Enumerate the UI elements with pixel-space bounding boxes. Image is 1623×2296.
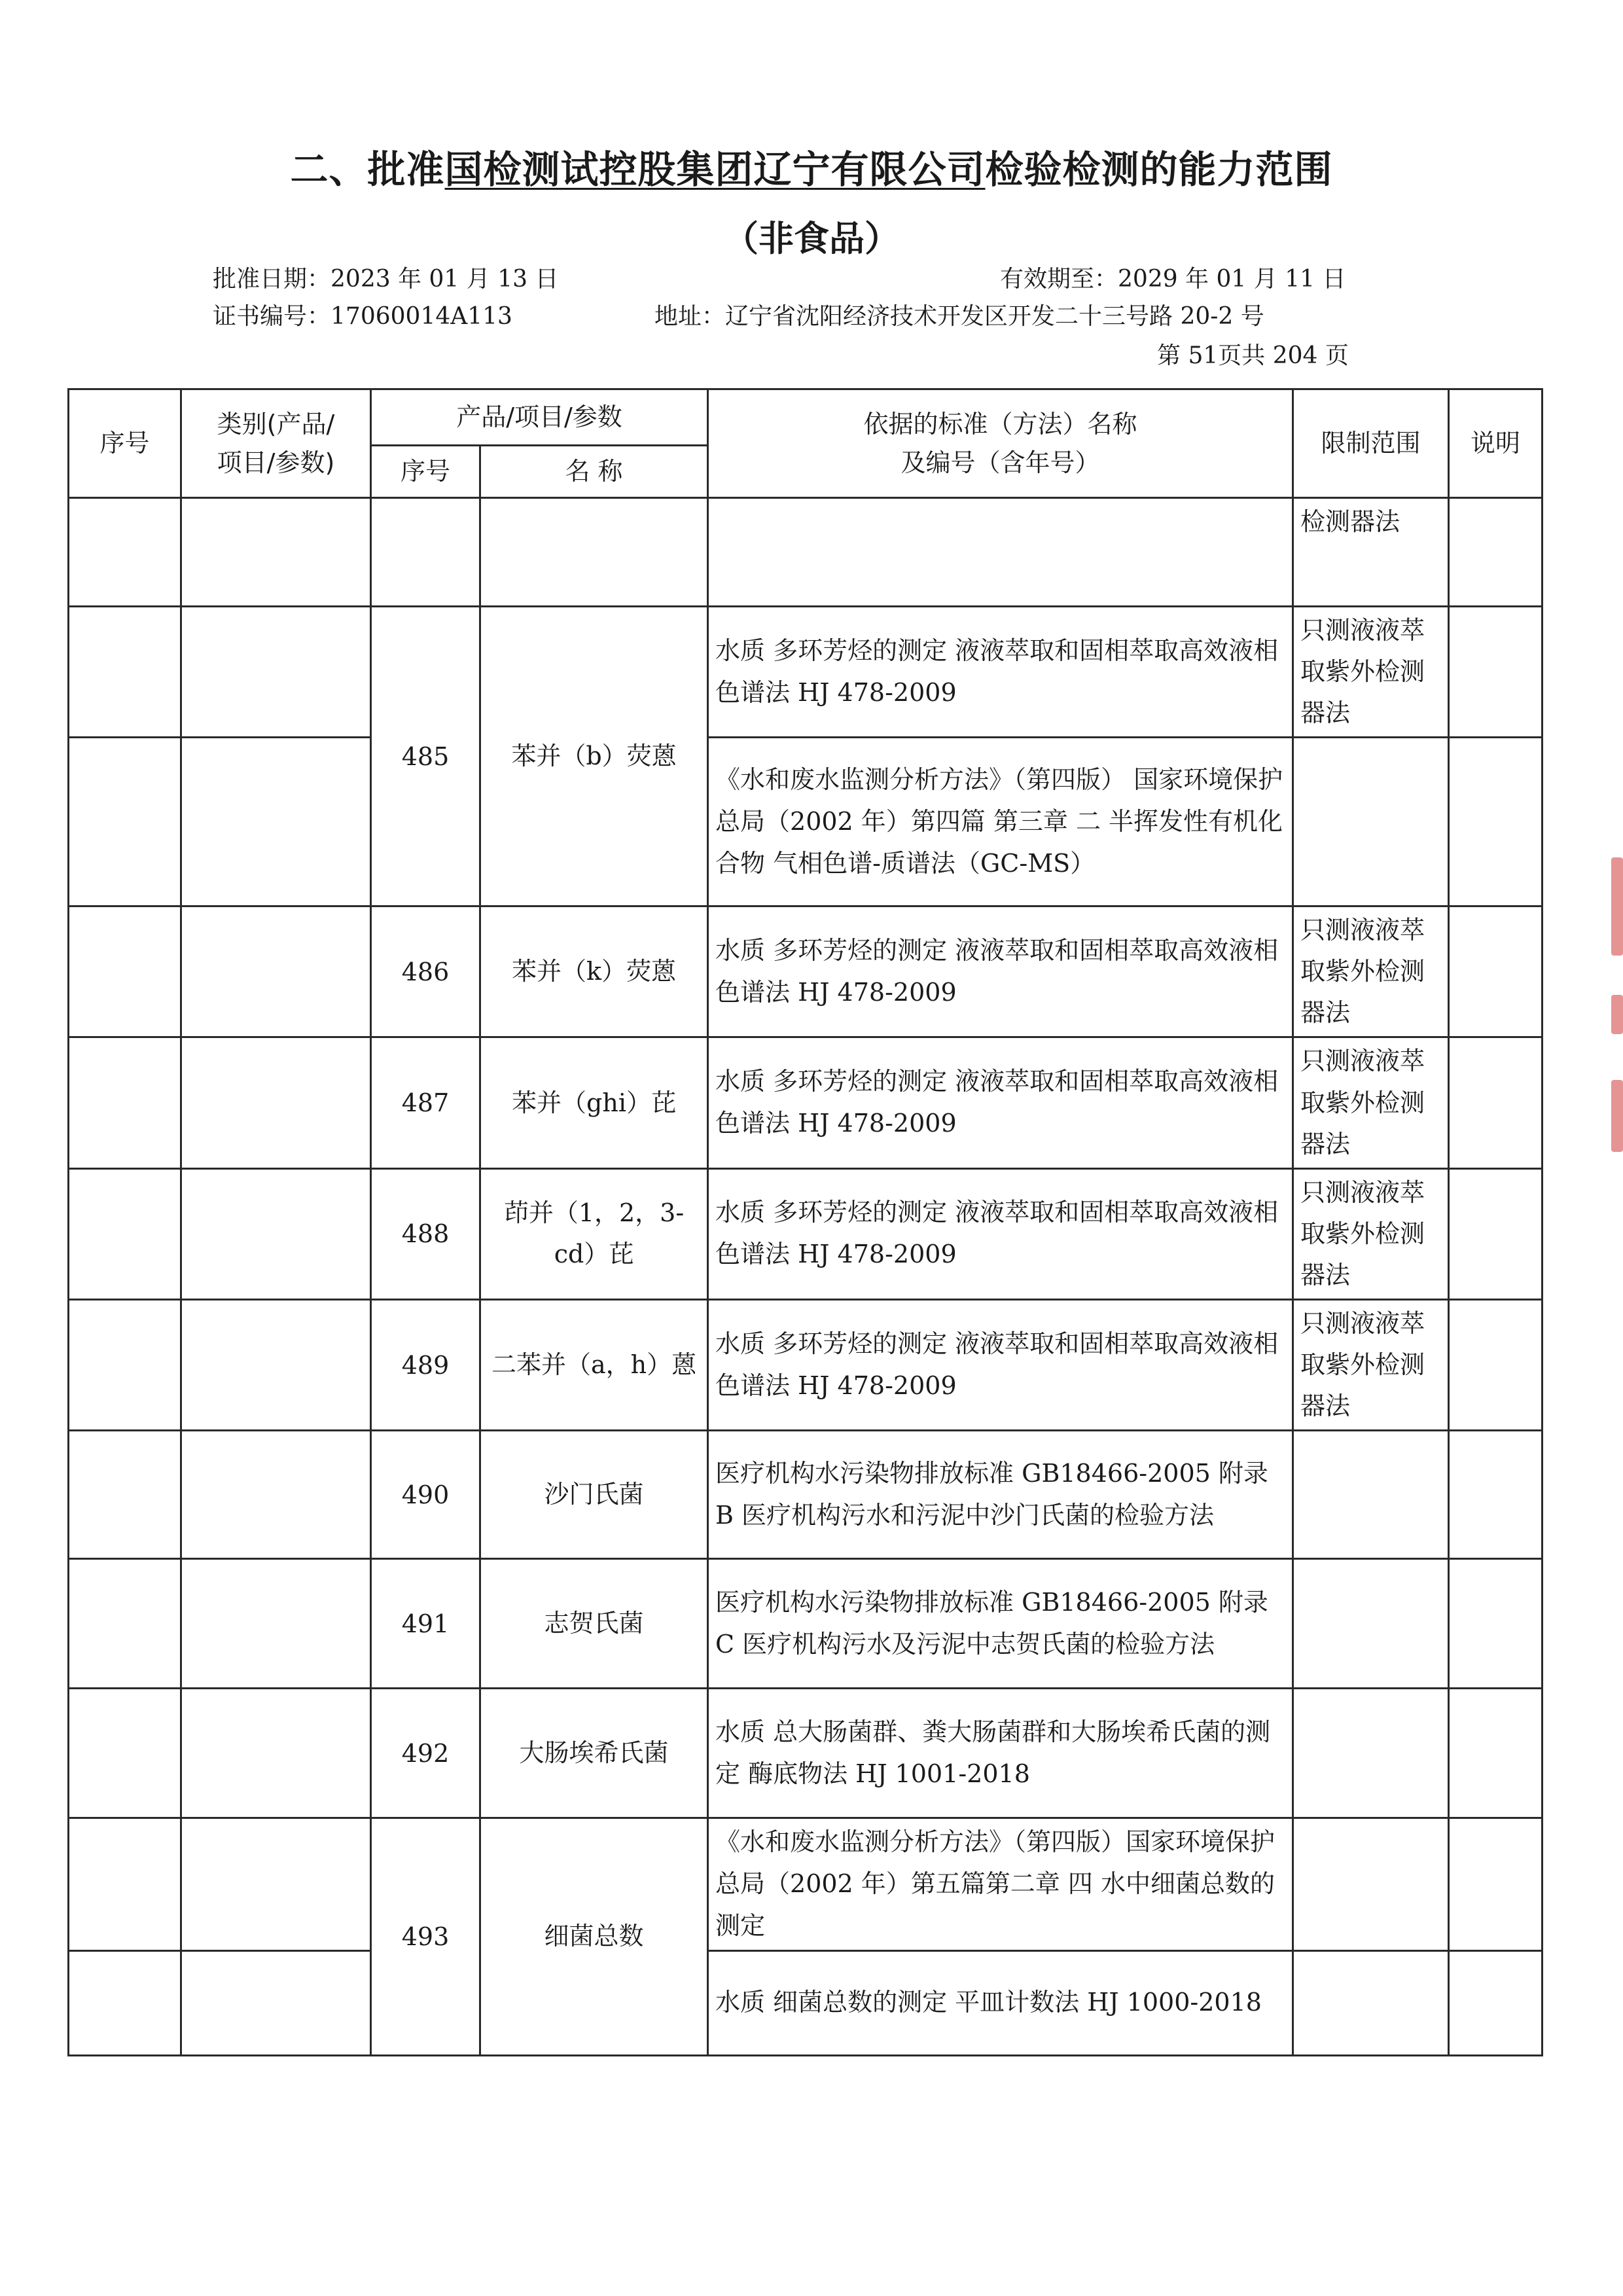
cell-standard: 水质 多环芳烃的测定 液液萃取和固相萃取高效液相色谱法 HJ 478-2009 (708, 906, 1293, 1037)
seal-edge-mark (1611, 995, 1623, 1034)
cell-standard: 水质 多环芳烃的测定 液液萃取和固相萃取高效液相色谱法 HJ 478-2009 (708, 607, 1293, 738)
address-label: 地址： (654, 303, 726, 330)
cell-limit: 只测液液萃取紫外检测器法 (1293, 607, 1449, 738)
cell-category (181, 1431, 371, 1559)
cell-standard (708, 498, 1293, 607)
validity-date-value: 2029 年 01 月 11 日 (1118, 266, 1346, 293)
header-category-line2: 项目/参数) (217, 448, 335, 477)
cell-seq (69, 1299, 181, 1430)
cell-note (1449, 1559, 1543, 1689)
cell-limit (1293, 1818, 1449, 1950)
seal-edge-mark (1611, 1080, 1623, 1152)
cell-name: 苯并（b）荧蒽 (480, 607, 708, 906)
header-sub-name: 名 称 (480, 446, 708, 498)
cell-no: 489 (371, 1299, 480, 1430)
table-row (69, 1037, 1543, 1168)
validity-date-label: 有效期至： (1000, 266, 1118, 293)
cell-limit (1293, 1559, 1449, 1689)
cell-note (1449, 1818, 1543, 1950)
cell-no: 491 (371, 1559, 480, 1689)
cell-seq (69, 1431, 181, 1559)
capability-table (67, 388, 1543, 2056)
cell-name: 茚并（1，2，3-cd）芘 (480, 1168, 708, 1299)
cell-no (371, 498, 480, 607)
header-seq: 序号 (69, 389, 181, 498)
cell-standard: 医疗机构水污染物排放标准 GB18466-2005 附录 C 医疗机构污水及污泥中志贺氏菌的检验方法 (708, 1559, 1293, 1689)
cell-standard: 《水和废水监测分析方法》（第四版）国家环境保护总局（2002 年）第五篇第二章 四 水中细菌总数的测定 (708, 1818, 1293, 1950)
cell-limit (1293, 1950, 1449, 2055)
address (654, 298, 1264, 331)
cell-category (181, 1818, 371, 1950)
table-row (69, 738, 1543, 906)
cell-no: 485 (371, 607, 480, 906)
cell-standard: 水质 多环芳烃的测定 液液萃取和固相萃取高效液相色谱法 HJ 478-2009 (708, 1168, 1293, 1299)
cell-limit: 只测液液萃取紫外检测器法 (1293, 1168, 1449, 1299)
table-row (69, 1689, 1543, 1818)
cell-seq (69, 498, 181, 607)
table-row (69, 498, 1543, 607)
cell-seq (69, 1559, 181, 1689)
cell-seq (69, 607, 181, 738)
cell-category (181, 1168, 371, 1299)
cell-note (1449, 1950, 1543, 2055)
page-subtitle: （非食品） (723, 218, 900, 259)
table-row (69, 1559, 1543, 1689)
cell-category (181, 906, 371, 1037)
cell-standard: 水质 总大肠菌群、粪大肠菌群和大肠埃希氏菌的测定 酶底物法 HJ 1001-2018 (708, 1689, 1293, 1818)
table-row (69, 1818, 1543, 1950)
cell-seq (69, 1818, 181, 1950)
cell-category (181, 498, 371, 607)
title-organization: 国检测试控股集团辽宁有限公司 (444, 147, 986, 192)
approval-date-value: 2023 年 01 月 13 日 (330, 266, 559, 293)
address-value: 辽宁省沈阳经济技术开发区开发二十三号路 20-2 号 (725, 303, 1264, 330)
cell-name: 苯并（k）荧蒽 (480, 906, 708, 1037)
cell-category (181, 1299, 371, 1430)
cell-no: 490 (371, 1431, 480, 1559)
cell-note (1449, 1299, 1543, 1430)
table-row (69, 607, 1543, 738)
cell-name: 志贺氏菌 (480, 1559, 708, 1689)
header-category-line1: 类别(产品/ (217, 409, 335, 439)
cell-no: 492 (371, 1689, 480, 1818)
cell-note (1449, 906, 1543, 1037)
title-prefix: 二、批准 (290, 147, 445, 192)
cell-note (1449, 738, 1543, 906)
title-suffix: 检验检测的能力范围 (985, 147, 1333, 192)
approval-date-label: 批准日期： (213, 266, 331, 293)
header-standard-line2: 及编号（含年号） (901, 448, 1100, 477)
cell-standard: 医疗机构水污染物排放标准 GB18466-2005 附录 B 医疗机构污水和污泥中沙门氏菌的检验方法 (708, 1431, 1293, 1559)
cell-name: 二苯并（a，h）蒽 (480, 1299, 708, 1430)
header-standard-line1: 依据的标准（方法）名称 (863, 409, 1137, 439)
cell-name: 细菌总数 (480, 1818, 708, 2055)
cell-no: 488 (371, 1168, 480, 1299)
cell-seq (69, 1950, 181, 2055)
certificate-number (213, 298, 512, 331)
cell-seq (69, 1689, 181, 1818)
page-title (0, 139, 1623, 194)
cell-note (1449, 1037, 1543, 1168)
header-product-group: 产品/项目/参数 (371, 389, 708, 446)
cell-note (1449, 1689, 1543, 1818)
cell-standard: 水质 多环芳烃的测定 液液萃取和固相萃取高效液相色谱法 HJ 478-2009 (708, 1299, 1293, 1430)
cell-seq (69, 906, 181, 1037)
cell-name: 大肠埃希氏菌 (480, 1689, 708, 1818)
header-sub-seq: 序号 (371, 446, 480, 498)
table-row (69, 1299, 1543, 1430)
cell-seq (69, 738, 181, 906)
cell-category (181, 738, 371, 906)
cell-name (480, 498, 708, 607)
seal-edge-mark (1611, 857, 1623, 956)
cell-note (1449, 1168, 1543, 1299)
table-row (69, 1950, 1543, 2055)
cell-category (181, 607, 371, 738)
cell-limit: 只测液液萃取紫外检测器法 (1293, 1299, 1449, 1430)
page-info: 第 51页共 204 页 (1157, 342, 1349, 369)
cell-name: 沙门氏菌 (480, 1431, 708, 1559)
validity-date (1000, 260, 1346, 294)
table-row (69, 906, 1543, 1037)
cell-no: 487 (371, 1037, 480, 1168)
certificate-value: 17060014A113 (330, 303, 512, 330)
cell-note (1449, 607, 1543, 738)
cell-standard: 水质 多环芳烃的测定 液液萃取和固相萃取高效液相色谱法 HJ 478-2009 (708, 1037, 1293, 1168)
header-standard (708, 389, 1293, 498)
cell-seq (69, 1037, 181, 1168)
certificate-label: 证书编号： (213, 303, 331, 330)
cell-limit (1293, 1431, 1449, 1559)
cell-standard: 水质 细菌总数的测定 平皿计数法 HJ 1000-2018 (708, 1950, 1293, 2055)
cell-category (181, 1037, 371, 1168)
cell-note (1449, 1431, 1543, 1559)
cell-limit: 只测液液萃取紫外检测器法 (1293, 906, 1449, 1037)
cell-limit: 只测液液萃取紫外检测器法 (1293, 1037, 1449, 1168)
cell-category (181, 1689, 371, 1818)
header-limit: 限制范围 (1293, 389, 1449, 498)
cell-standard: 《水和废水监测分析方法》（第四版） 国家环境保护总局（2002 年）第四篇 第三章 二 半挥发性有机化合物 气相色谱-质谱法（GC-MS） (708, 738, 1293, 906)
table-row (69, 1168, 1543, 1299)
header-category (181, 389, 371, 498)
cell-limit (1293, 1689, 1449, 1818)
header-note: 说明 (1449, 389, 1543, 498)
cell-seq (69, 1168, 181, 1299)
approval-date (213, 260, 558, 294)
cell-limit: 检测器法 (1293, 498, 1449, 607)
cell-name: 苯并（ghi）芘 (480, 1037, 708, 1168)
cell-no: 486 (371, 906, 480, 1037)
cell-no: 493 (371, 1818, 480, 2055)
cell-category (181, 1950, 371, 2055)
cell-category (181, 1559, 371, 1689)
cell-limit (1293, 738, 1449, 906)
cell-note (1449, 498, 1543, 607)
table-row (69, 1431, 1543, 1559)
